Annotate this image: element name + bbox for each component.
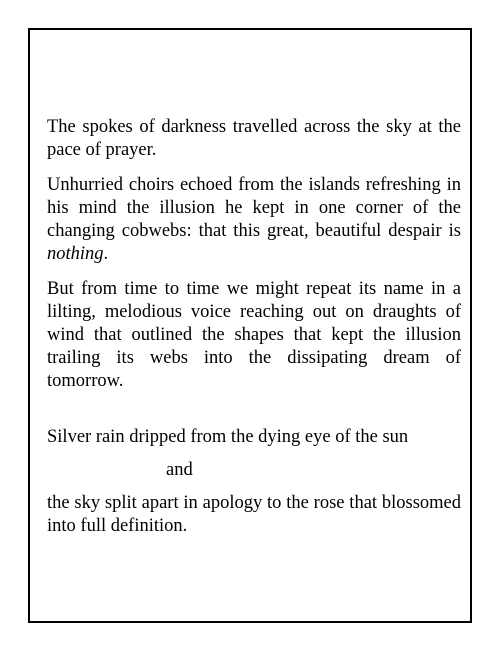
line-and: and xyxy=(166,460,193,480)
page-frame xyxy=(28,28,472,623)
stanza-2-text: Unhurried choirs echoed from the islands refreshing in his mind the illusion he kept in one corner of the changing cobwebs: that this great, beautiful despair is xyxy=(47,175,461,241)
stanza-2 xyxy=(47,174,461,266)
line-silver-rain: Silver rain dripped from the dying eye of the sun xyxy=(47,427,409,447)
stanza-2-period: . xyxy=(103,244,109,264)
stanza-2-italic-word: nothing xyxy=(47,244,104,264)
stanza-3: But from time to time we might repeat its name in a lilting, melodious voice reaching out on draughts of wind that outlined the shapes that kept the illusion trailing its webs into the dissipating dream of tomorrow. xyxy=(47,279,461,391)
line-sky-split: the sky split apart in apology to the rose that blossomed into full definition. xyxy=(47,493,461,536)
stanza-1: The spokes of darkness travelled across the sky at the pace of prayer. xyxy=(47,117,461,160)
poem-text-column xyxy=(47,116,461,538)
